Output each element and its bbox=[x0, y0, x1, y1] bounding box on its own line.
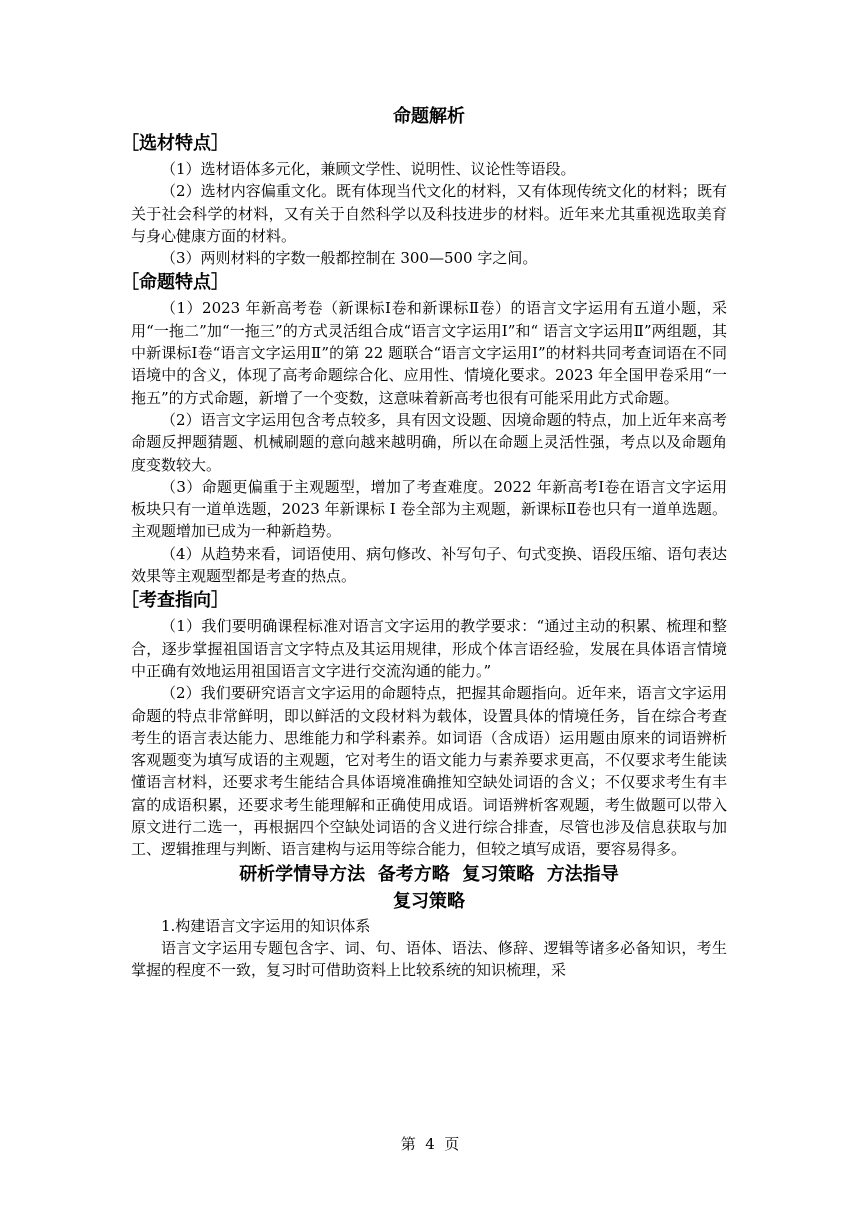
method-heading: 研析学情导方法 备考方略 复习策略 方法指导 bbox=[239, 863, 619, 885]
section-heading: ［考查指向］ bbox=[121, 590, 229, 612]
paragraph: （2）选材内容偏重文化。既有体现当代文化的材料，又有体现传统文化的材料；既有关于社会科学的材料，又有关于自然科学以及科技进步的材料。近年来尤其重视选取美育与身心健康方面的材料。 bbox=[131, 182, 727, 245]
paragraph: 语言文字运用专题包含字、词、句、语体、语法、修辞、逻辑等诸多必备知识，考生掌握的程度不一致，复习时可借助资料上比较系统的知识梳理，采 bbox=[131, 938, 727, 980]
document-page bbox=[121, 104, 727, 982]
paragraph: （2）我们要研究语言文字运用的命题特点，把握其命题指向。近年来，语言文字运用命题的特点非常鲜明，即以鲜活的文段材料为载体，设置具体的情境任务，旨在综合考查考生的语言表达能力、思维能力和学科素养。如词语（含成语）运用题由原来的词语辨析客观题变为填写成语的主观题，它对考生的语文能力与素养要求更高，不仅要求考生能读懂语言材料，还要求考生能结合具体语境准确推知空缺处词语的含义；不仅要求考生有丰富的成语积累，还要求考生能理解和正确使用成语。词语辨析客观题，考生做题可以带入原文进行二选一，再根据四个空缺处词语的含义进行综合排查，尽管也涉及信息获取与加工、逻辑推理与判断、语言建构与运用等综合能力，但较之填写成语，要容易得多。 bbox=[131, 684, 727, 859]
paragraph: （1）我们要明确课程标准对语言文字运用的教学要求：“通过主动的积累、梳理和整合，逐步掌握祖国语言文字特点及其运用规律，形成个体言语经验，发展在具体语言情境中正确有效地运用祖国语言文字进行交流沟通的能力。” bbox=[131, 617, 727, 680]
section-direction bbox=[121, 589, 727, 860]
paragraph: （1）2023 年新高考卷（新课标Ⅰ卷和新课标Ⅱ卷）的语言文字运用有五道小题，采用“一拖二”加“一拖三”的方式灵活组合成“语言文字运用Ⅰ”和“ 语言文字运用Ⅱ”两组题，其中新课标Ⅰ卷“语言文字运用Ⅱ”的第 22 题联合“语言文字运用Ⅰ”的材料共同考查词语在不同语境中的含义，体现了高考命题综合化、应用性、情境化要求。2023 年全国甲卷采用“一拖五”的方式命题，新增了一个变数，这意味着新高考也很有可能采用此方式命题。 bbox=[131, 299, 727, 407]
paragraph: （1）选材语体多元化，兼顾文学性、说明性、议论性等语段。 bbox=[161, 160, 576, 178]
strategy-heading: 复习策略 bbox=[393, 890, 465, 912]
page-title: 命题解析 bbox=[393, 106, 465, 127]
paragraph: 1.构建语言文字运用的知识体系 bbox=[161, 916, 371, 935]
section-material bbox=[121, 132, 727, 269]
section-heading: ［选材特点］ bbox=[121, 133, 229, 154]
section-heading: ［命题特点］ bbox=[121, 272, 229, 294]
paragraph: （3）两则材料的字数一般都控制在 300—500 字之间。 bbox=[161, 249, 538, 268]
paragraph: （4）从趋势来看，词语使用、病句修改、补写句子、句式变换、语段压缩、语句表达效果等主观题型都是考查的热点。 bbox=[131, 544, 727, 586]
page-number: 第 4 页 bbox=[400, 1135, 460, 1153]
section-features bbox=[121, 271, 727, 587]
paragraph: （3）命题更偏重于主观题型，增加了考查难度。2022 年新高考Ⅰ卷在语言文字运用板块只有一道单选题，2023 年新课标 I 卷全部为主观题，新课标Ⅱ卷也只有一道单选题。主观题增加已成为一种新趋势。 bbox=[131, 477, 727, 541]
paragraph: （2）语言文字运用包含考点较多，具有因文设题、因境命题的特点，加上近年来高考命题反押题猜题、机械刷题的意向越来越明确，所以在命题上灵活性强，考点以及命题角度变数较大。 bbox=[131, 410, 727, 474]
